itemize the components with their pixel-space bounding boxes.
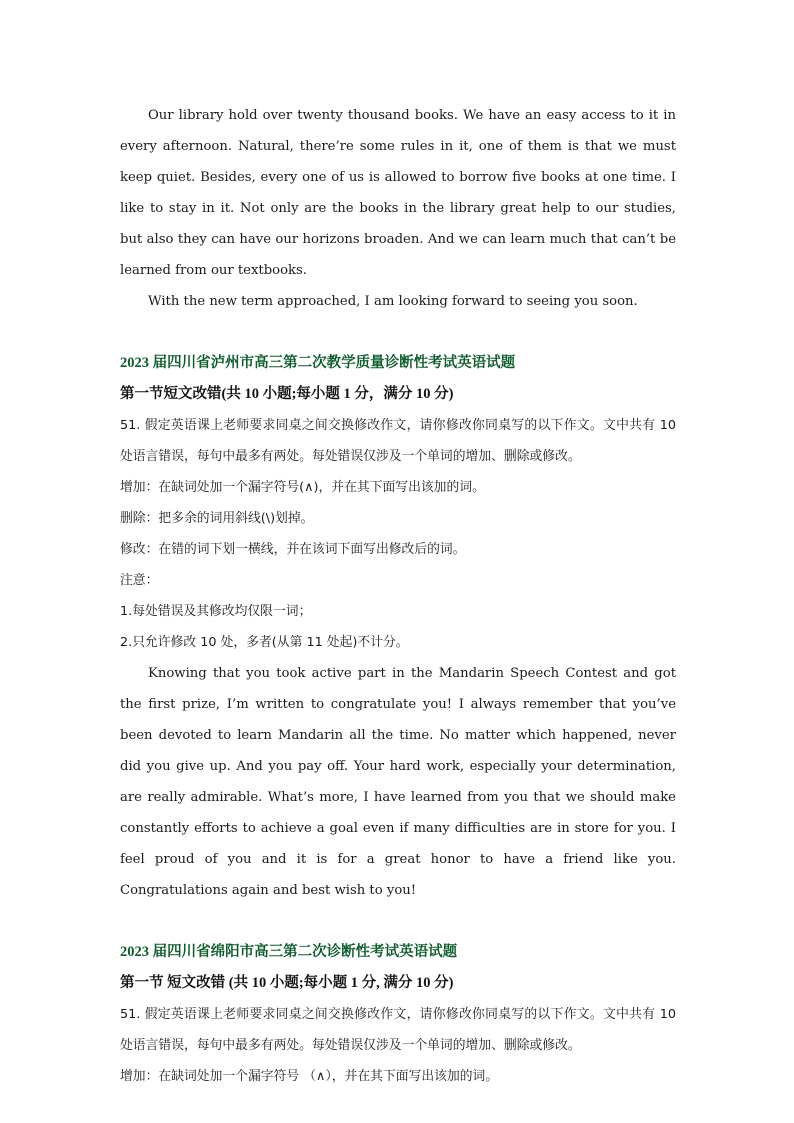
section3-add-rule: 增加：在缺词处加一个漏字符号 （∧），并在其下面写出该加的词。	[120, 1069, 499, 1084]
section2-note1: 1.每处错误及其修改均仅限一词；	[120, 604, 312, 619]
section2-add-rule: 增加：在缺词处加一个漏字符号(∧)，并在其下面写出该加的词。	[120, 480, 485, 495]
section2-title: 2023 届四川省泸州市高三第二次教学质量诊断性考试英语试题	[120, 355, 516, 371]
section-spacer	[120, 906, 676, 937]
section2-modify-rule: 修改：在错的词下划一横线，并在该词下面写出修改后的词。	[120, 542, 466, 557]
passage1-paragraph1: Our library hold over twenty thousand books. We have an easy access to it in every afternoon. Natural, there’re some rules in it, one of them is that we must keep quiet. Besides, every one of us is allowed to borrow five books at one time. I like to stay in it. Not only are the books in the library great help to our studies, but also they can have our horizons broaden. And we can learn much that can’t be learned from our textbooks.	[120, 108, 676, 278]
section3-subtitle: 第一节 短文改错 (共 10 小题;每小题 1 分, 满分 10 分)	[120, 975, 454, 991]
section-spacer	[120, 317, 676, 348]
section3-title: 2023 届四川省绵阳市高三第二次诊断性考试英语试题	[120, 944, 458, 960]
section2-delete-rule: 删除：把多余的词用斜线(\)划掉。	[120, 511, 314, 526]
section2-subtitle: 第一节短文改错(共 10 小题;每小题 1 分，满分 10 分)	[120, 386, 454, 402]
section2-instruction: 51. 假定英语课上老师要求同桌之间交换修改作文，请你修改你同桌写的以下作文。文中共有 10 处语言错误，每句中最多有两处。每处错误仅涉及一个单词的增加、删除或修改。	[120, 418, 676, 464]
passage1-paragraph2: With the new term approached, I am looking forward to seeing you soon.	[148, 294, 638, 309]
section2-note2: 2.只允许修改 10 处，多者(从第 11 处起)不计分。	[120, 635, 409, 650]
section2-passage: Knowing that you took active part in the Mandarin Speech Contest and got the first prize, I’m written to congratulate you! I always remember that you’ve been devoted to learn Mandarin all the time. No matter which happened, never did you give up. And you pay off. Your hard work, especially your determination, are really admirable. What’s more, I have learned from you that we should make constantly efforts to achieve a goal even if many difficulties are in store for you. I feel proud of you and it is for a great honor to have a friend like you. Congratulations again and best wish to you!	[120, 666, 676, 898]
section3-instruction: 51. 假定英语课上老师要求同桌之间交换修改作文，请你修改你同桌写的以下作文。文中共有 10 处语言错误，每句中最多有两处。每处错误仅涉及一个单词的增加、删除或修改。	[120, 1007, 676, 1053]
section2-note-label: 注意：	[120, 573, 159, 588]
document-page	[120, 100, 676, 1092]
